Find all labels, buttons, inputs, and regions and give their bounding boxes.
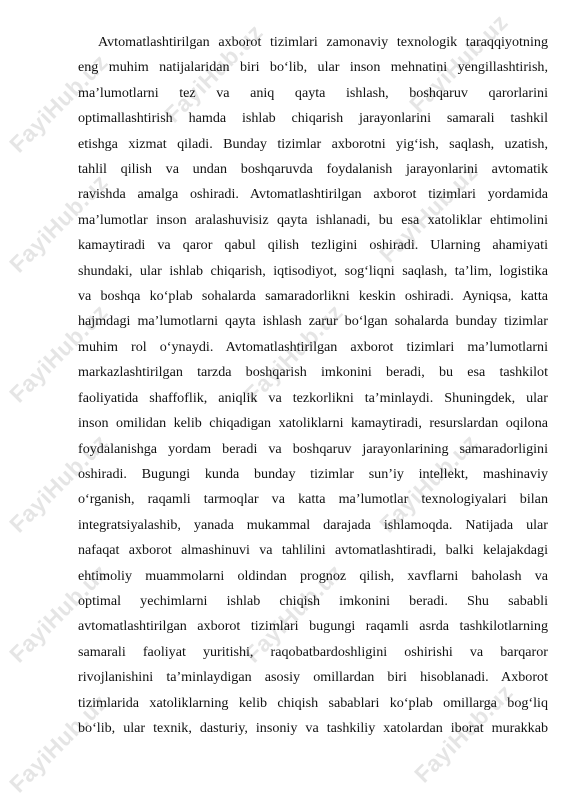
watermark-text: FayiHub.uz	[404, 8, 513, 118]
text-line: samarali faoliyat yuritishi, raqobatbardoshligini oshirishi va barqaror	[78, 643, 548, 660]
watermark-text: FayiHub.uz	[239, 298, 348, 408]
watermark-text: FayiHub.uz	[4, 558, 113, 668]
text-line: markazlashtirilgan tarzda boshqarish imkonini beradi, bu esa tashkilot	[78, 364, 548, 381]
text-line: va boshqa ko‘plab sohalarda samaradorlikni keskin oshiradi. Ayniqsa, katta	[78, 288, 548, 305]
text-line: ma’lumotlar inson aralashuvisiz qayta ishlanadi, bu esa xatoliklar ehtimolini	[78, 211, 548, 228]
text-line: kamaytiradi va qaror qabul qilish tezligini oshiradi. Ularning ahamiyati	[78, 237, 548, 254]
watermark-text: FayiHub.uz	[239, 558, 348, 668]
text-line: tahlil qilish va undan boshqaruvda foydalanish jarayonlarini avtomatik	[78, 161, 548, 178]
text-line: hajmdagi ma’lumotlarni qayta ishlash zarur bo‘lgan sohalarda bunday tizimlar	[78, 313, 548, 330]
text-line: optimallashtirish hamda ishlab chiqarish jarayonlarini samarali tashkil	[78, 110, 548, 127]
text-line: o‘rganish, raqamli tarmoqlar va katta ma’lumotlar texnologiyalari bilan	[78, 491, 548, 508]
text-line: ravishda amalga oshiradi. Avtomatlashtirilgan axborot tizimlari yordamida	[78, 186, 548, 203]
text-line: bo‘lib, ular texnik, dasturiy, insoniy va tashkiliy xatolardan iborat murakkab	[78, 719, 548, 736]
text-line: faoliyatida shaffoflik, aniqlik va tezkorlikni ta’minlaydi. Shuningdek, ular	[78, 389, 548, 406]
body-paragraph	[78, 30, 548, 741]
watermark-text: FayiHub.uz	[4, 168, 113, 278]
text-line: optimal yechimlarni ishlab chiqish imkonini beradi. Shu sababli	[78, 592, 548, 609]
text-line: nafaqat axborot almashinuvi va tahlilini avtomatlashtiradi, balki kelajakdagi	[78, 542, 548, 559]
text-line: inson omilidan kelib chiqadigan xatoliklarni kamaytiradi, resurslardan oqilona	[78, 415, 548, 432]
watermark-text: FayiHub.uz	[159, 18, 268, 128]
watermark-text: FayiHub.uz	[4, 298, 113, 408]
text-line: ehtimoliy muammolarni oldindan prognoz qilish, xavflarni baholash va	[78, 567, 548, 584]
text-line: avtomatlashtirilgan axborot tizimlari bugungi raqamli asrda tashkilotlarning	[78, 618, 548, 635]
text-line: integratsiyalashib, yanada mukammal darajada ishlamoqda. Natijada ular	[78, 516, 548, 533]
watermark-text: FayiHub.uz	[409, 678, 518, 788]
watermark-text: FayiHub.uz	[4, 688, 113, 798]
text-line: rivojlanishini ta’minlaydigan asosiy omillardan biri hisoblanadi. Axborot	[78, 669, 548, 686]
text-line: shundaki, ular ishlab chiqarish, iqtisodiyot, sog‘liqni saqlash, ta’lim, logistika	[78, 262, 548, 279]
text-line: muhim rol o‘ynaydi. Avtomatlashtirilgan axborot tizimlari ma’lumotlarni	[78, 338, 548, 355]
text-line: oshiradi. Bugungi kunda bunday tizimlar sun’iy intellekt, mashinaviy	[78, 465, 548, 482]
watermark-text: FayiHub.uz	[374, 158, 483, 268]
watermark-text: FayiHub.uz	[4, 428, 113, 538]
text-line: Avtomatlashtirilgan axborot tizimlari zamonaviy texnologik taraqqiyotning	[98, 34, 548, 50]
text-line: ma’lumotlarni tez va aniq qayta ishlash, boshqaruv qarorlarini	[78, 84, 548, 101]
text-line: tizimlarida xatoliklarning kelib chiqish sabablari ko‘plab omillarga bog‘liq	[78, 694, 548, 711]
text-line: foydalanishga yordam beradi va boshqaruv jarayonlarining samaradorligini	[78, 440, 548, 457]
text-line: eng muhim natijalaridan biri bo‘lib, ular inson mehnatini yengillashtirish,	[78, 59, 548, 76]
text-line: etishga xizmat qiladi. Bunday tizimlar axborotni yig‘ish, saqlash, uzatish,	[78, 135, 548, 152]
watermark-text: FayiHub.uz	[4, 48, 113, 158]
watermark-text: FayiHub.uz	[374, 428, 483, 538]
